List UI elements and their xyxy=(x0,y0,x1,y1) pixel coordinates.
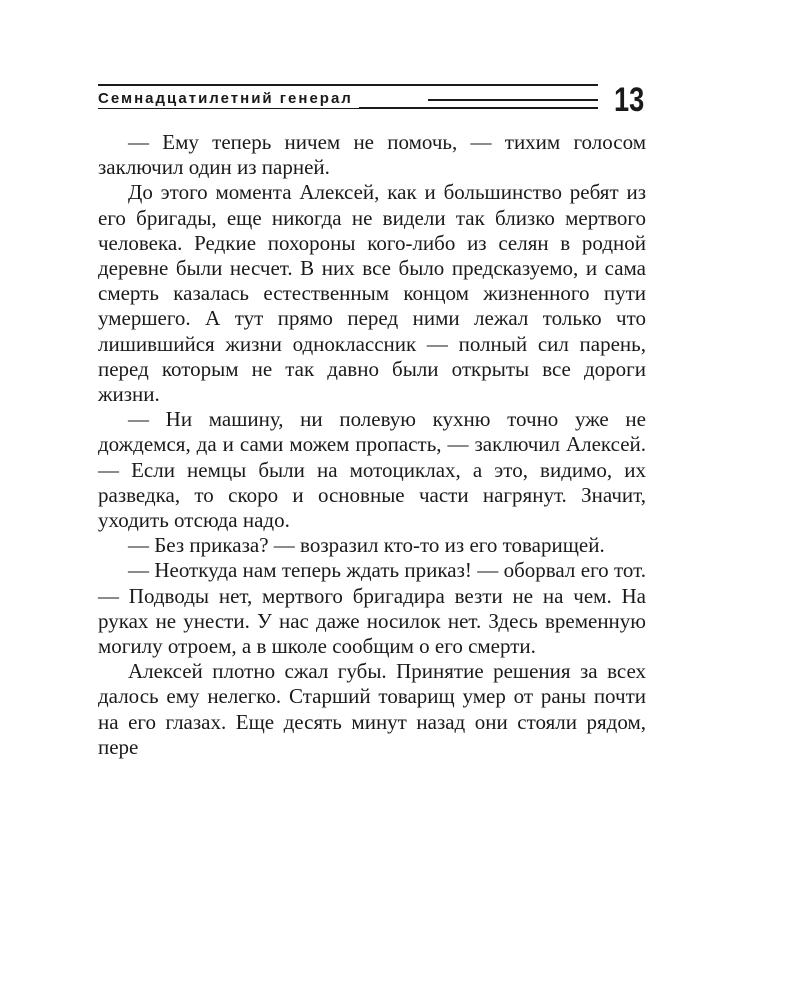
running-header xyxy=(98,80,646,120)
paragraph-4: — Без приказа? — возразил кто-то из его товарищей. xyxy=(128,533,605,558)
paragraph-1: — Ему теперь ничем не помочь, — тихим голосом заключил один из парней. xyxy=(98,130,646,180)
body-text xyxy=(98,130,646,760)
header-rule-top xyxy=(98,84,598,86)
header-rule-mid xyxy=(428,99,598,101)
page-number: 13 xyxy=(614,81,645,119)
paragraph-2: До этого момента Алексей, как и большинство ребят из его бригады, еще никогда не видели так близко мертвого человека. Редкие похороны кого-либо из селян в родной деревне были несчет. В них все было предсказуемо, и сама смерть казалась естественным концом жизненного пути умершего. А тут прямо перед ними лежал только что лишившийся жизни одноклассник — полный сил парень, перед которым не так давно были открыты все дороги жизни. xyxy=(98,180,646,407)
paragraph-3: — Ни машину, ни полевую кухню точно уже не дождемся, да и сами можем пропасть, — заключил Алексей. — Если немцы были на мотоциклах, а это, видимо, их разведка, то скоро и основные части нагрянут. Значит, уходить отсюда надо. xyxy=(98,407,646,533)
running-title: Семнадцатилетний генерал xyxy=(98,90,359,108)
paragraph-5: — Неоткуда нам теперь ждать приказ! — оборвал его тот. — Подводы нет, мертвого бригадира везти не на чем. На руках не унести. У нас даже носилок нет. Здесь временную могилу отроем, а в школе сообщим о его смерти. xyxy=(98,558,646,659)
paragraph-6: Алексей плотно сжал губы. Принятие решения за всех далось ему нелегко. Старший товарищ умер от раны почти на его глазах. Еще десять минут назад они стояли рядом, пере xyxy=(98,659,646,759)
